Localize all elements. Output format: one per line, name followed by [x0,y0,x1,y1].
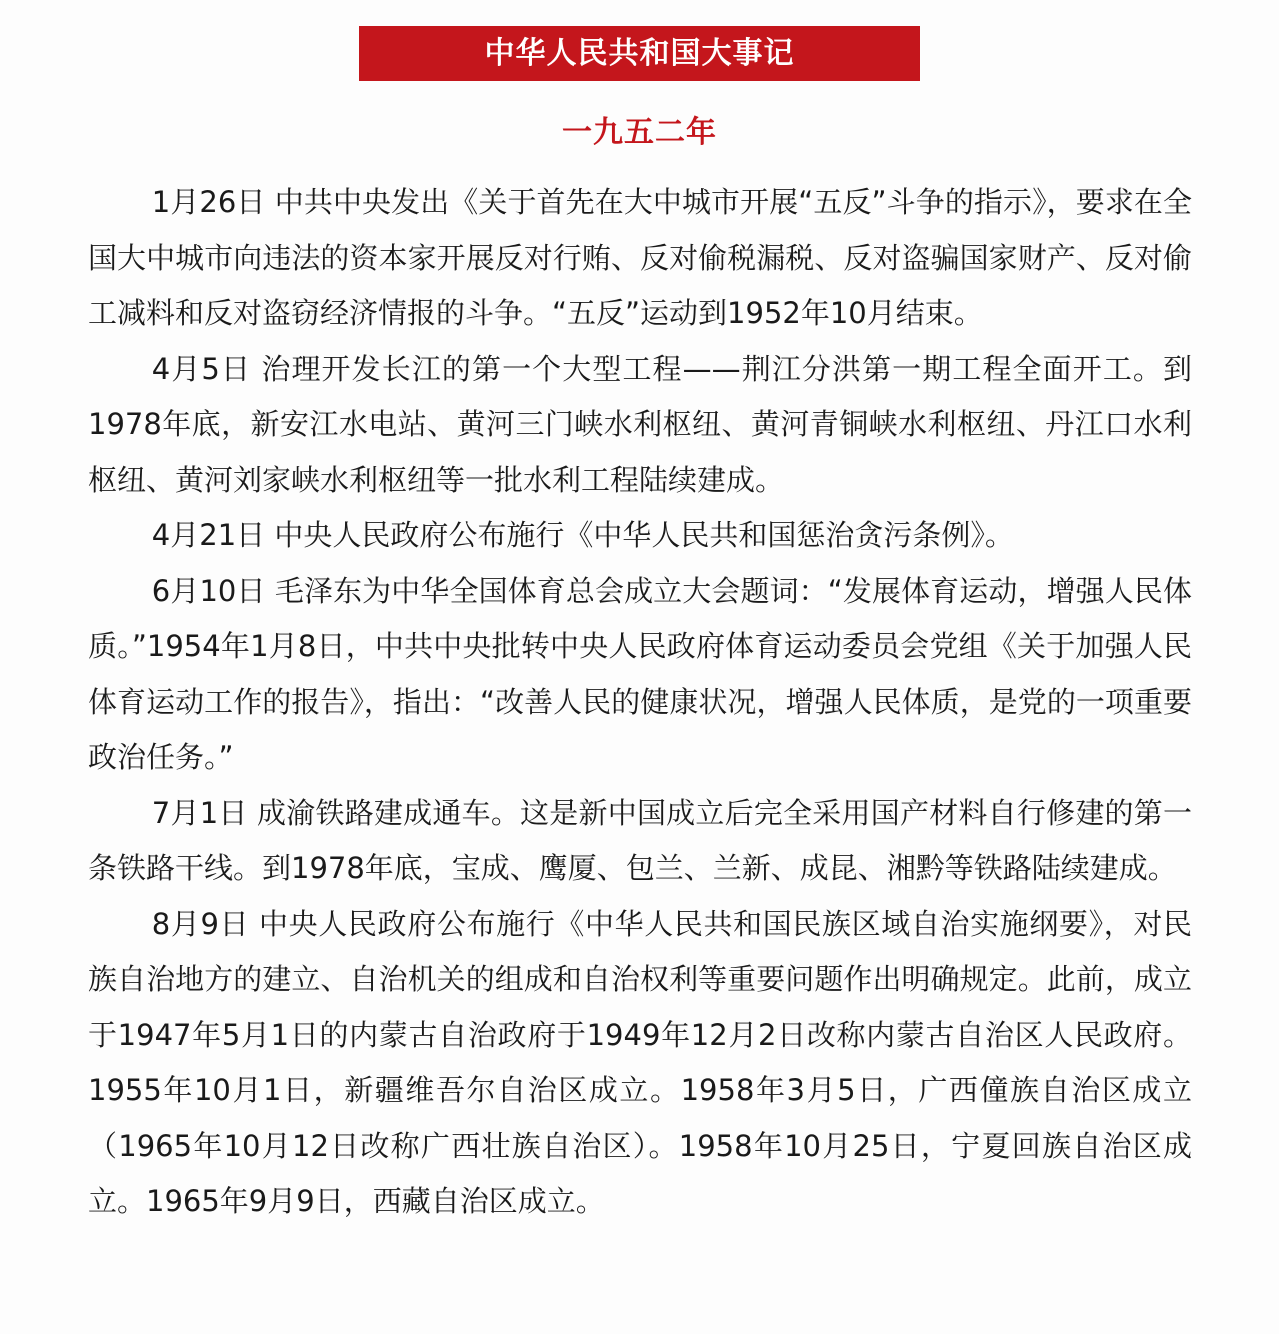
event-paragraph-aug-9: 8月9日 中央人民政府公布施行《中华人民共和国民族区域自治实施纲要》，对民族自治地方的建立、自治机关的组成和自治权利等重要问题作出明确规定。此前，成立于1947年5月1日的内蒙古自治政府于1949年12月2日改称内蒙古自治区人民政府。1955年10月1日，新疆维吾尔自治区成立。1958年3月5日，广西僮族自治区成立（1965年10月12日改称广西壮族自治区）。1958年10月25日，宁夏回族自治区成立。1965年9月9日，西藏自治区成立。 [88,906,1192,1218]
event-paragraph-jul-1: 7月1日 成渝铁路建成通车。这是新中国成立后完全采用国产材料自行修建的第一条铁路干线。到1978年底，宝成、鹰厦、包兰、兰新、成昆、湘黔等铁路陆续建成。 [88,795,1192,885]
article-body [88,175,1192,1230]
title-banner: 中华人民共和国大事记 [359,26,920,81]
year-heading: 一九五二年 [562,115,717,150]
event-paragraph-apr-21: 4月21日 中央人民政府公布施行《中华人民共和国惩治贪污条例》。 [151,518,1014,552]
event-paragraph-jun-10: 6月10日 毛泽东为中华全国体育总会成立大会题词：“发展体育运动，增强人民体质。”1954年1月8日，中共中央批转中央人民政府体育运动委员会党组《关于加强人民体育运动工作的报告》，指出：“改善人民的健康状况，增强人民体质，是党的一项重要政治任务。” [88,573,1192,774]
event-paragraph-jan-26: 1月26日 中共中央发出《关于首先在大中城市开展“五反”斗争的指示》，要求在全国大中城市向违法的资本家开展反对行贿、反对偷税漏税、反对盗骗国家财产、反对偷工减料和反对盗窃经济情报的斗争。“五反”运动到1952年10月结束。 [88,185,1192,330]
event-paragraph-apr-5: 4月5日 治理开发长江的第一个大型工程——荆江分洪第一期工程全面开工。到1978年底，新安江水电站、黄河三门峡水利枢纽、黄河青铜峡水利枢纽、丹江口水利枢纽、黄河刘家峡水利枢纽等一批水利工程陆续建成。 [88,351,1192,497]
